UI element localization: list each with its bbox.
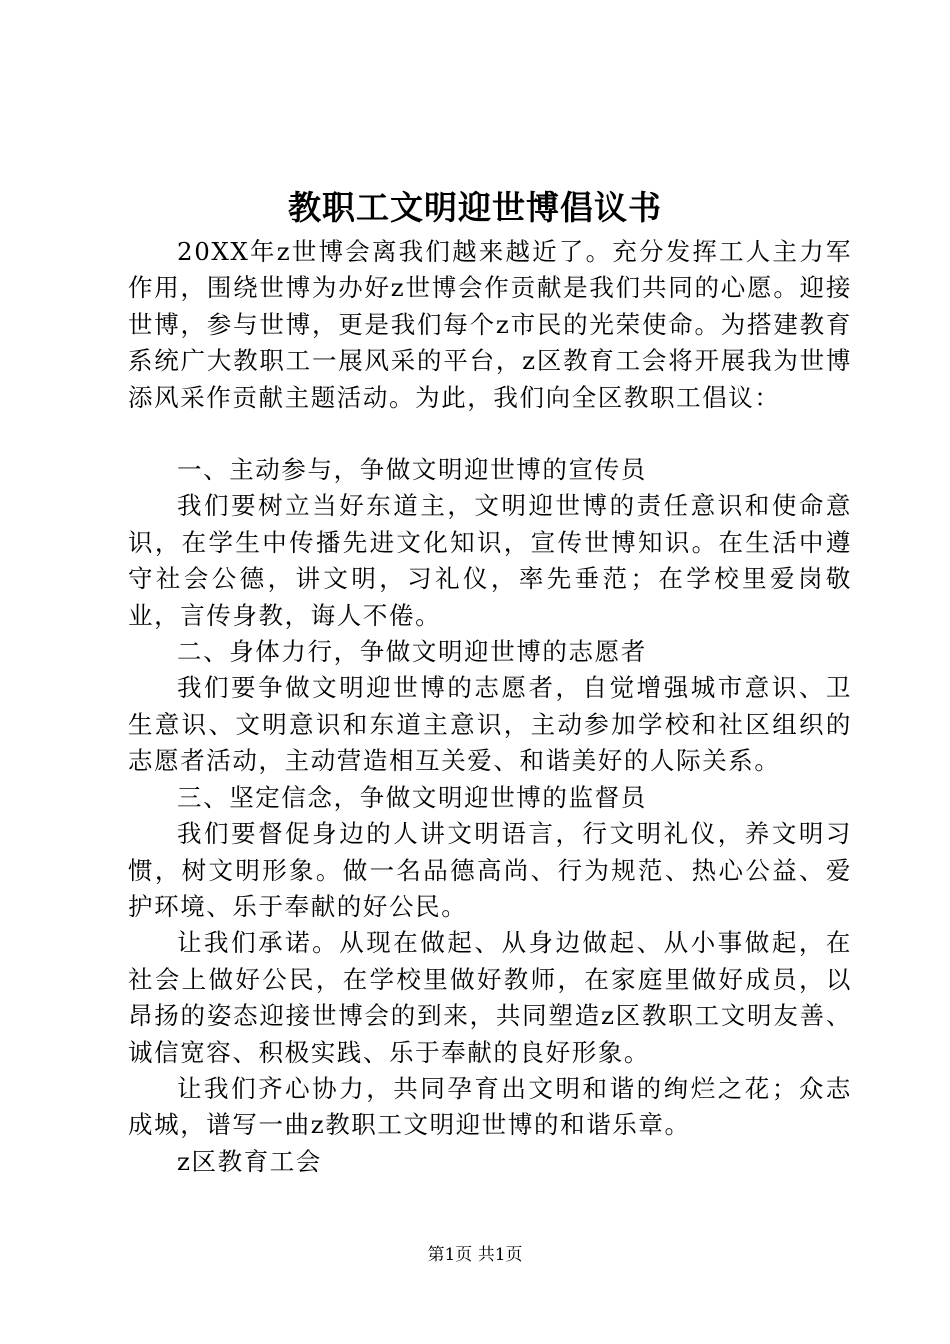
section-heading-2: 二、身体力行，争做文明迎世博的志愿者 (177, 637, 647, 667)
section-heading-1: 一、主动参与，争做文明迎世博的宣传员 (177, 455, 647, 485)
section-paragraph-2: 我们要争做文明迎世博的志愿者，自觉增强城市意识、卫生意识、文明意识和东道主意识，主动参加学校和社区组织的志愿者活动，主动营造相互关爱、和谐美好的人际关系。 (128, 673, 852, 776)
closing-paragraph: 让我们齐心协力，共同孕育出文明和谐的绚烂之花；众志成城，谱写一曲z教职工文明迎世博的和谐乐章。 (128, 1073, 852, 1140)
section-heading-3: 三、坚定信念，争做文明迎世博的监督员 (177, 782, 647, 812)
document-body (128, 234, 852, 1180)
section-paragraph-1: 我们要树立当好东道主，文明迎世博的责任意识和使命意识，在学生中传播先进文化知识，宣传世博知识。在生活中遵守社会公德，讲文明，习礼仪，率先垂范；在学校里爱岗敬业，言传身教，诲人不倦。 (128, 491, 852, 630)
section-paragraph-3: 我们要督促身边的人讲文明语言，行文明礼仪，养文明习惯，树文明形象。做一名品德高尚、行为规范、热心公益、爱护环境、乐于奉献的好公民。 (128, 819, 852, 921)
signature: z区教育工会 (177, 1146, 323, 1176)
commitment-paragraph: 让我们承诺。从现在做起、从身边做起、从小事做起，在社会上做好公民，在学校里做好教师，在家庭里做好成员，以昂扬的姿态迎接世博会的到来，共同塑造z区教职工文明友善、诚信宽容、积极实践、乐于奉献的良好形象。 (128, 928, 852, 1067)
page-number: 第1页 共1页 (427, 1245, 523, 1265)
document-title: 教职工文明迎世博倡议书 (288, 188, 662, 227)
intro-paragraph: 20XX年z世博会离我们越来越近了。充分发挥工人主力军作用，围绕世博为办好z世博会作贡献是我们共同的心愿。迎接世博，参与世博，更是我们每个z市民的光荣使命。为搭建教育系统广大教职工一展风采的平台，z区教育工会将开展我为世博添风采作贡献主题活动。为此，我们向全区教职工倡议： (128, 237, 852, 412)
